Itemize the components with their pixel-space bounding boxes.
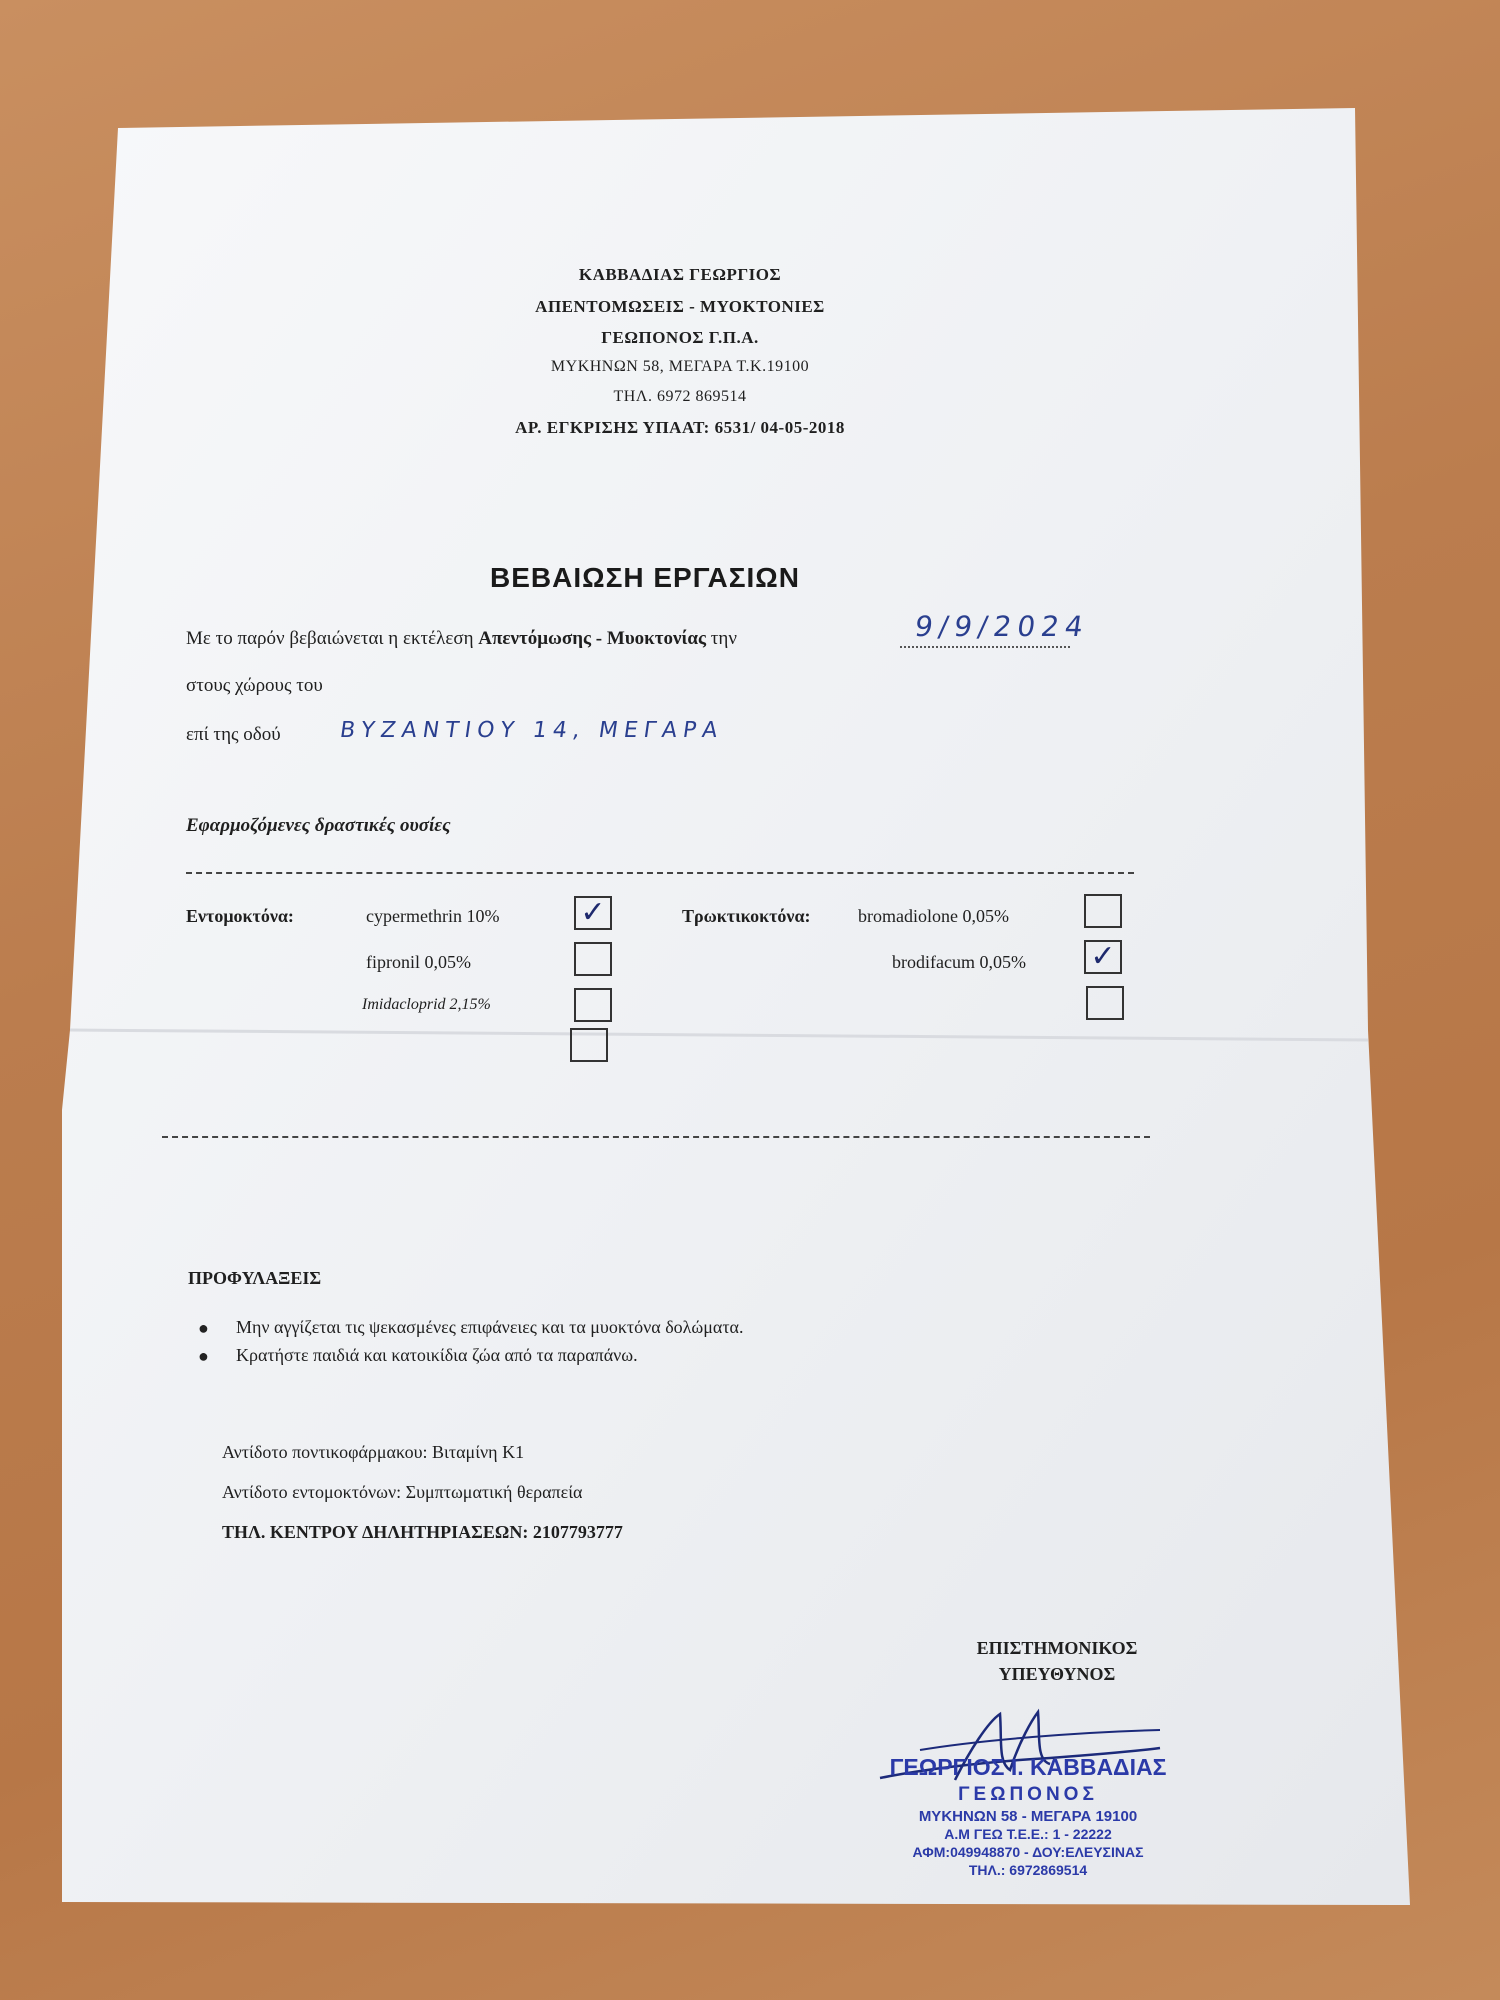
poison-center-phone: ΤΗΛ. ΚΕΝΤΡΟΥ ΔΗΛΗΤΗΡΙΑΣΕΩΝ: 2107793777 (222, 1522, 623, 1542)
stamp-title: ΓΕΩΠΟΝΟΣ (958, 1784, 1098, 1805)
precaution-item: Κρατήστε παιδιά και κατοικίδια ζώα από τα παραπάνω. (236, 1345, 638, 1365)
insecticide-name: cypermethrin 10% (366, 906, 500, 926)
intro-service: Απεντόμωσης - Μυοκτονίας (478, 628, 706, 649)
approval-number: ΑΡ. ΕΓΚΡΙΣΗΣ ΥΠΑΑΤ: 6531/ 04-05-2018 (515, 418, 845, 437)
rodenticide-checkbox[interactable]: ✓ (1084, 940, 1122, 974)
antidote-insecticide: Αντίδοτο εντομοκτόνων: Συμπτωματική θεραπεία (222, 1482, 583, 1502)
insecticide-checkbox[interactable] (570, 1028, 608, 1062)
bullet-icon: ● (198, 1346, 209, 1366)
intro-suffix: την (710, 628, 737, 649)
antidote-rodenticide: Αντίδοτο ποντικοφάρμακου: Βιταμίνη Κ1 (222, 1442, 525, 1462)
insecticide-checkbox[interactable]: ✓ (574, 896, 612, 930)
substances-heading: Εφαρμοζόμενες δραστικές ουσίες (186, 815, 451, 836)
stamp-phone: ΤΗΛ.: 6972869514 (968, 1862, 1088, 1878)
rodenticide-name: brodifacum 0,05% (892, 952, 1026, 972)
insecticides-label: Εντομοκτόνα: (186, 906, 294, 926)
insecticide-name: Imidacloprid 2,15% (362, 996, 491, 1013)
stamp-tax-id: ΑΦΜ:049948870 - ΔΟΥ:ΕΛΕΥΣΙΝΑΣ (912, 1844, 1144, 1860)
page-title: ΒΕΒΑΙΩΣΗ ΕΡΓΑΣΙΩΝ (490, 562, 800, 593)
precaution-item: Μην αγγίζεται τις ψεκασμένες επιφάνειες και τα μυοκτόνα δολώματα. (236, 1317, 744, 1337)
divider-bottom (162, 1136, 1150, 1138)
street-label: επί της οδού (186, 724, 281, 745)
rodenticides-label: Τρωκτικοκτόνα: (682, 906, 811, 926)
company-services: ΑΠΕΝΤΟΜΩΣΕΙΣ - ΜΥΟΚΤΟΝΙΕΣ (535, 297, 825, 316)
intro-text (186, 628, 737, 650)
company-profession: ΓΕΩΠΟΝΟΣ Γ.Π.Α. (601, 328, 759, 347)
insecticide-name: fipronil 0,05% (366, 952, 471, 972)
company-address: ΜΥΚΗΝΩΝ 58, ΜΕΓΑΡΑ Τ.Κ.19100 (550, 358, 810, 375)
precautions-heading: ΠΡΟΦΥΛΑΞΕΙΣ (188, 1268, 322, 1288)
stamp-name: ΓΕΩΡΓΙΟΣ Ι. ΚΑΒΒΑΔΙΑΣ (889, 1754, 1167, 1780)
company-phone: ΤΗΛ. 6972 869514 (613, 388, 747, 405)
rodenticide-checkbox[interactable] (1086, 986, 1124, 1020)
premises-label: στους χώρους του (186, 675, 323, 696)
handwritten-date: 9/9/2024 (912, 610, 1092, 643)
insecticide-checkbox[interactable] (574, 942, 612, 976)
stamp-registration: Α.Μ ΓΕΩ Τ.Ε.Ε.: 1 - 22222 (944, 1826, 1112, 1842)
stamp-address: ΜΥΚΗΝΩΝ 58 - ΜΕΓΑΡΑ 19100 (918, 1808, 1138, 1825)
company-name: ΚΑΒΒΑΔΙΑΣ ΓΕΩΡΓΙΟΣ (578, 265, 782, 284)
handwritten-address: ΒΥΖΑΝΤΙΟΥ 14, ΜΕΓΑΡΑ (338, 718, 726, 743)
divider-top (186, 872, 1134, 874)
rodenticide-checkbox[interactable] (1084, 894, 1122, 928)
insecticide-checkbox[interactable] (574, 988, 612, 1022)
rodenticide-name: bromadiolone 0,05% (858, 906, 1009, 926)
signature-role-line1: ΕΠΙΣΤΗΜΟΝΙΚΟΣ (976, 1638, 1138, 1658)
signature-role-line2: ΥΠΕΥΘΥΝΟΣ (998, 1664, 1116, 1684)
bullet-icon: ● (198, 1318, 209, 1338)
intro-prefix: Με το παρόν βεβαιώνεται η εκτέλεση (186, 628, 474, 649)
